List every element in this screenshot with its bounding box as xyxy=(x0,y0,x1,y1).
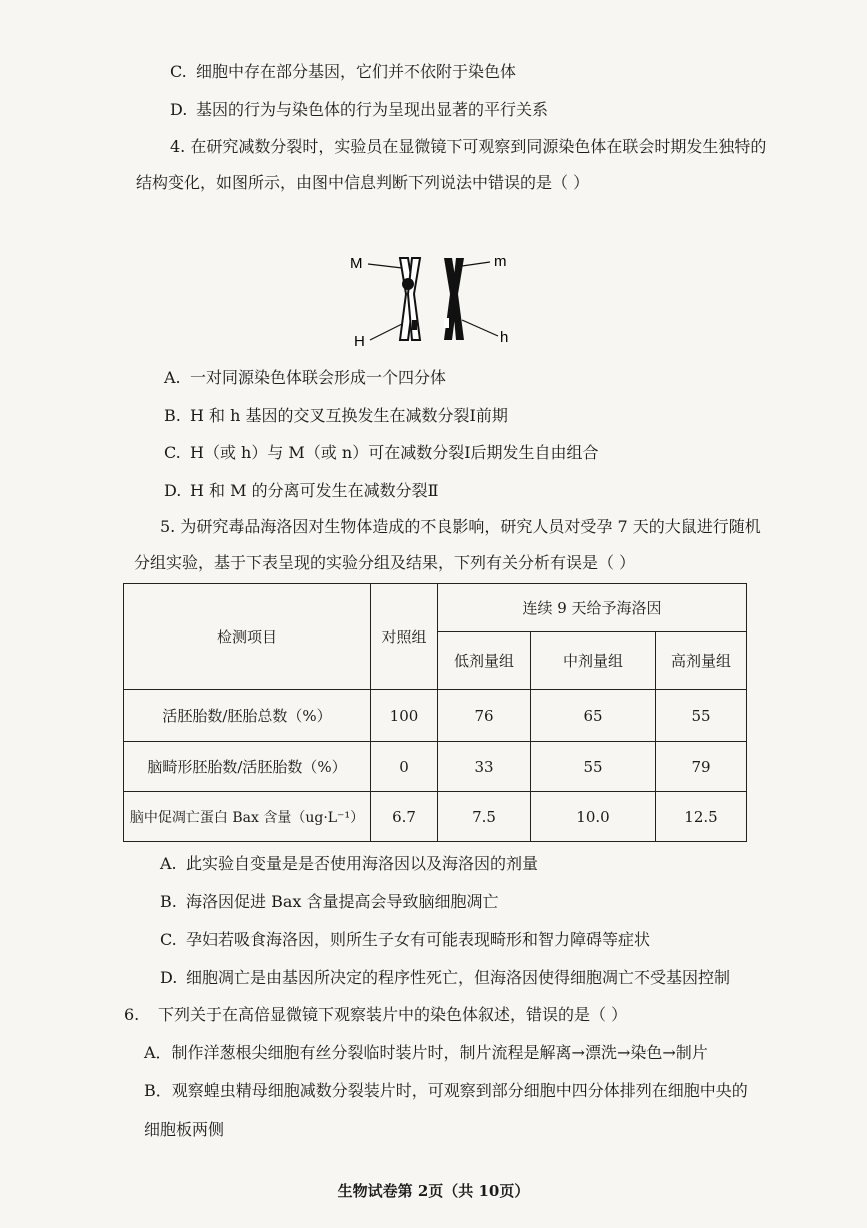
label-m: m xyxy=(494,253,507,270)
header-mid-dose: 中剂量组 xyxy=(531,632,656,690)
cell: 33 xyxy=(438,742,531,792)
q4-stem-line2: 结构变化，如图所示，由图中信息判断下列说法中错误的是（ ） xyxy=(136,173,590,192)
q4-option-c: C. H（或 h）与 M（或 n）可在减数分裂Ⅰ后期发生自由组合 xyxy=(164,443,599,462)
centromere-dot xyxy=(402,278,414,290)
cell: 6.7 xyxy=(371,792,438,842)
header-low-dose: 低剂量组 xyxy=(438,632,531,690)
chromosome-right xyxy=(444,258,464,340)
q6-stem: 6. 下列关于在高倍显微镜下观察装片中的染色体叙述，错误的是（ ） xyxy=(124,1005,628,1024)
page-footer: 生物试卷第 2页（共 10页） xyxy=(337,1182,530,1200)
cell: 79 xyxy=(656,742,747,792)
prev-option-c: C. 细胞中存在部分基因，它们并不依附于染色体 xyxy=(170,62,517,81)
cell: 10.0 xyxy=(531,792,656,842)
q5-stem-line2: 分组实验，基于下表呈现的实验分组及结果，下列有关分析有误是（ ） xyxy=(134,553,636,572)
q4-option-b: B. H 和 h 基因的交叉互换发生在减数分裂Ⅰ前期 xyxy=(164,406,508,425)
cell: 0 xyxy=(371,742,438,792)
table-row xyxy=(124,792,747,842)
cell: 12.5 xyxy=(656,792,747,842)
row-label: 脑中促凋亡蛋白 Bax 含量（ug·L⁻¹） xyxy=(124,792,371,842)
q5-option-b: B. 海洛因促进 Bax 含量提高会导致脑细胞凋亡 xyxy=(160,892,499,911)
q5-option-a: A. 此实验自变量是是否使用海洛因以及海洛因的剂量 xyxy=(160,854,539,873)
q6-option-b-line1: B．观察蝗虫精母细胞减数分裂装片时，可观察到部分细胞中四分体排列在细胞中央的 xyxy=(144,1081,748,1100)
label-M: M xyxy=(350,255,363,272)
header-item: 检测项目 xyxy=(124,584,371,690)
chromosome-diagram xyxy=(340,244,520,354)
q5-stem-line1: 5. 为研究毒品海洛因对生物体造成的不良影响，研究人员对受孕 7 天的大鼠进行随机 xyxy=(160,517,761,536)
q4-option-d: D. H 和 M 的分离可发生在减数分裂Ⅱ xyxy=(164,481,439,500)
cell: 55 xyxy=(656,690,747,742)
header-control: 对照组 xyxy=(371,584,438,690)
label-H: H xyxy=(354,333,365,350)
q5-option-c: C. 孕妇若吸食海洛因，则所生子女有可能表现畸形和智力障碍等症状 xyxy=(160,930,651,949)
prev-option-d: D. 基因的行为与染色体的行为呈现出显著的平行关系 xyxy=(170,100,549,119)
row-label: 脑畸形胚胎数/活胚胎数（%） xyxy=(124,742,371,792)
chromosome-left xyxy=(400,258,420,340)
cell: 100 xyxy=(371,690,438,742)
header-heroin-group: 连续 9 天给予海洛因 xyxy=(438,584,747,632)
q5-option-d: D. 细胞凋亡是由基因所决定的程序性死亡，但海洛因使得细胞凋亡不受基因控制 xyxy=(160,968,731,987)
q6-option-a: A．制作洋葱根尖细胞有丝分裂临时装片时，制片流程是解离→漂洗→染色→制片 xyxy=(144,1043,708,1062)
q5-data-table xyxy=(123,583,747,842)
cell: 55 xyxy=(531,742,656,792)
q4-stem-line1: 4. 在研究减数分裂时，实验员在显微镜下可观察到同源染色体在联会时期发生独特的 xyxy=(170,137,767,156)
cell: 7.5 xyxy=(438,792,531,842)
label-h: h xyxy=(500,329,509,346)
table-row xyxy=(124,742,747,792)
q6-option-b-line2: 细胞板两侧 xyxy=(144,1120,225,1139)
table-row xyxy=(124,690,747,742)
cell: 76 xyxy=(438,690,531,742)
header-high-dose: 高剂量组 xyxy=(656,632,747,690)
q4-option-a: A. 一对同源染色体联会形成一个四分体 xyxy=(164,368,447,387)
row-label: 活胚胎数/胚胎总数（%） xyxy=(124,690,371,742)
cell: 65 xyxy=(531,690,656,742)
